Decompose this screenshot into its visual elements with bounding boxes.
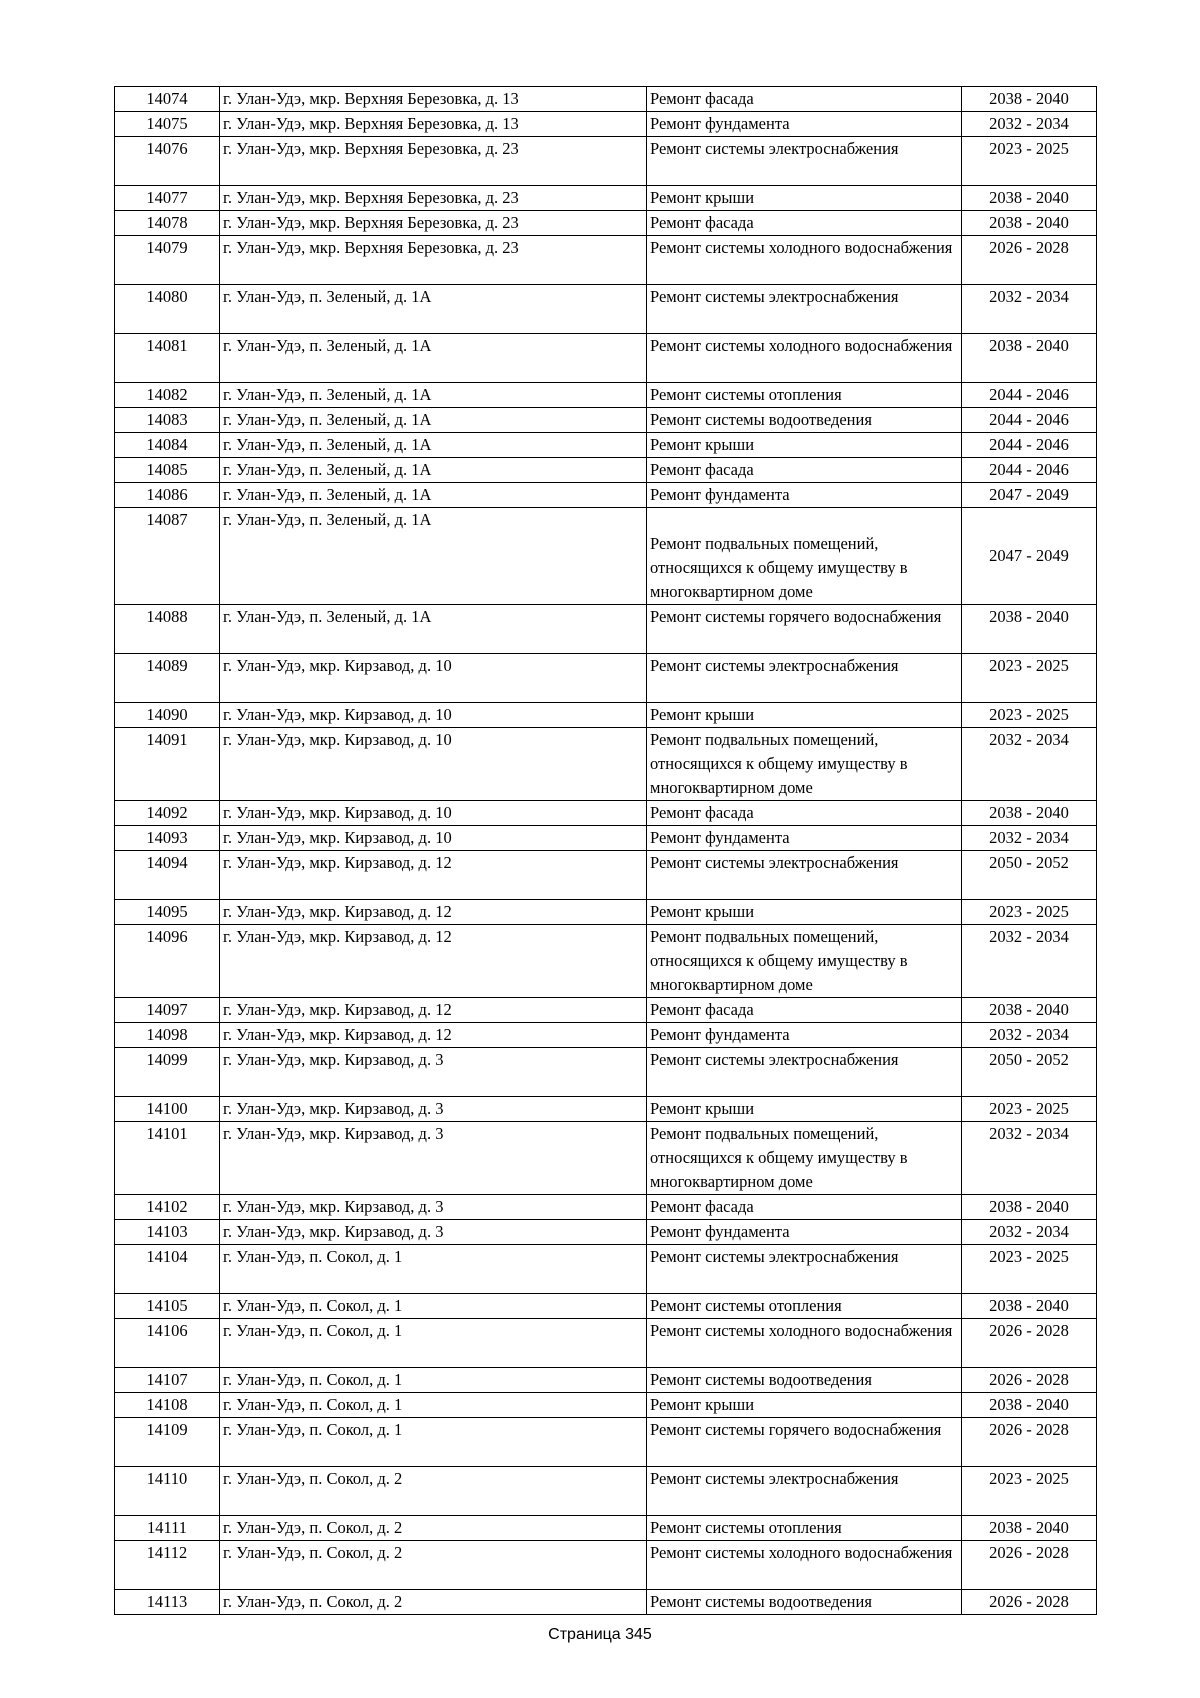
work-type-cell: Ремонт фасада <box>647 211 962 236</box>
address-cell: г. Улан-Удэ, мкр. Кирзавод, д. 12 <box>220 900 647 925</box>
table-row <box>115 1220 1097 1245</box>
work-type-cell: Ремонт системы водоотведения <box>647 1368 962 1393</box>
row-number-cell: 14084 <box>115 433 220 458</box>
address-cell: г. Улан-Удэ, п. Зеленый, д. 1А <box>220 458 647 483</box>
address-cell: г. Улан-Удэ, п. Зеленый, д. 1А <box>220 285 647 334</box>
work-type-cell: Ремонт подвальных помещений, относящихся к общему имуществу в многоквартирном доме <box>647 508 962 605</box>
row-number-cell: 14100 <box>115 1097 220 1122</box>
period-cell: 2038 - 2040 <box>962 334 1097 383</box>
row-number-cell: 14086 <box>115 483 220 508</box>
period-cell: 2050 - 2052 <box>962 1048 1097 1097</box>
period-cell: 2038 - 2040 <box>962 801 1097 826</box>
work-type-cell: Ремонт системы электроснабжения <box>647 137 962 186</box>
work-type-cell: Ремонт системы холодного водоснабжения <box>647 1541 962 1590</box>
table-body <box>115 87 1097 1615</box>
table-row <box>115 851 1097 900</box>
table-row <box>115 1122 1097 1195</box>
address-cell: г. Улан-Удэ, п. Сокол, д. 1 <box>220 1393 647 1418</box>
address-cell: г. Улан-Удэ, п. Сокол, д. 2 <box>220 1541 647 1590</box>
row-number-cell: 14107 <box>115 1368 220 1393</box>
table-row <box>115 483 1097 508</box>
row-number-cell: 14078 <box>115 211 220 236</box>
work-type-cell: Ремонт подвальных помещений, относящихся к общему имуществу в многоквартирном доме <box>647 1122 962 1195</box>
work-type-cell: Ремонт фундамента <box>647 826 962 851</box>
table-row <box>115 1516 1097 1541</box>
period-cell: 2038 - 2040 <box>962 1294 1097 1319</box>
row-number-cell: 14080 <box>115 285 220 334</box>
period-cell: 2023 - 2025 <box>962 137 1097 186</box>
period-cell: 2023 - 2025 <box>962 703 1097 728</box>
address-cell: г. Улан-Удэ, п. Сокол, д. 1 <box>220 1418 647 1467</box>
address-cell: г. Улан-Удэ, мкр. Кирзавод, д. 3 <box>220 1097 647 1122</box>
address-cell: г. Улан-Удэ, мкр. Кирзавод, д. 3 <box>220 1220 647 1245</box>
row-number-cell: 14097 <box>115 998 220 1023</box>
table-row <box>115 1541 1097 1590</box>
table-row <box>115 408 1097 433</box>
address-cell: г. Улан-Удэ, мкр. Кирзавод, д. 12 <box>220 998 647 1023</box>
row-number-cell: 14091 <box>115 728 220 801</box>
address-cell: г. Улан-Удэ, мкр. Верхняя Березовка, д. 13 <box>220 112 647 137</box>
table-row <box>115 703 1097 728</box>
work-type-cell: Ремонт системы холодного водоснабжения <box>647 334 962 383</box>
period-cell: 2038 - 2040 <box>962 605 1097 654</box>
period-cell: 2038 - 2040 <box>962 998 1097 1023</box>
period-cell: 2038 - 2040 <box>962 1516 1097 1541</box>
row-number-cell: 14079 <box>115 236 220 285</box>
address-cell: г. Улан-Удэ, п. Зеленый, д. 1А <box>220 334 647 383</box>
row-number-cell: 14077 <box>115 186 220 211</box>
address-cell: г. Улан-Удэ, мкр. Кирзавод, д. 10 <box>220 654 647 703</box>
address-cell: г. Улан-Удэ, мкр. Кирзавод, д. 3 <box>220 1048 647 1097</box>
table-row <box>115 508 1097 605</box>
table-row <box>115 1368 1097 1393</box>
address-cell: г. Улан-Удэ, мкр. Верхняя Березовка, д. 13 <box>220 87 647 112</box>
work-type-cell: Ремонт фасада <box>647 458 962 483</box>
period-cell: 2032 - 2034 <box>962 826 1097 851</box>
work-type-cell: Ремонт крыши <box>647 1097 962 1122</box>
table-row <box>115 236 1097 285</box>
work-type-cell: Ремонт системы водоотведения <box>647 1590 962 1615</box>
address-cell: г. Улан-Удэ, п. Зеленый, д. 1А <box>220 508 647 605</box>
row-number-cell: 14104 <box>115 1245 220 1294</box>
address-cell: г. Улан-Удэ, п. Зеленый, д. 1А <box>220 433 647 458</box>
row-number-cell: 14096 <box>115 925 220 998</box>
row-number-cell: 14099 <box>115 1048 220 1097</box>
work-type-cell: Ремонт системы холодного водоснабжения <box>647 1319 962 1368</box>
table-row <box>115 728 1097 801</box>
work-type-cell: Ремонт фасада <box>647 1195 962 1220</box>
table-row <box>115 900 1097 925</box>
row-number-cell: 14111 <box>115 1516 220 1541</box>
work-type-cell: Ремонт фасада <box>647 801 962 826</box>
address-cell: г. Улан-Удэ, п. Зеленый, д. 1А <box>220 483 647 508</box>
row-number-cell: 14113 <box>115 1590 220 1615</box>
row-number-cell: 14101 <box>115 1122 220 1195</box>
period-cell: 2047 - 2049 <box>962 483 1097 508</box>
table-row <box>115 826 1097 851</box>
table-row <box>115 1097 1097 1122</box>
row-number-cell: 14076 <box>115 137 220 186</box>
row-number-cell: 14082 <box>115 383 220 408</box>
work-type-cell: Ремонт системы водоотведения <box>647 408 962 433</box>
period-cell: 2038 - 2040 <box>962 87 1097 112</box>
work-type-cell: Ремонт системы электроснабжения <box>647 1245 962 1294</box>
table-row <box>115 1590 1097 1615</box>
address-cell: г. Улан-Удэ, мкр. Кирзавод, д. 12 <box>220 925 647 998</box>
work-type-cell: Ремонт фундамента <box>647 112 962 137</box>
row-number-cell: 14098 <box>115 1023 220 1048</box>
row-number-cell: 14081 <box>115 334 220 383</box>
row-number-cell: 14106 <box>115 1319 220 1368</box>
table-row <box>115 211 1097 236</box>
address-cell: г. Улан-Удэ, п. Зеленый, д. 1А <box>220 383 647 408</box>
table-row <box>115 137 1097 186</box>
address-cell: г. Улан-Удэ, мкр. Кирзавод, д. 10 <box>220 703 647 728</box>
work-type-cell: Ремонт системы электроснабжения <box>647 851 962 900</box>
address-cell: г. Улан-Удэ, мкр. Верхняя Березовка, д. 23 <box>220 137 647 186</box>
address-cell: г. Улан-Удэ, мкр. Кирзавод, д. 10 <box>220 826 647 851</box>
work-type-cell: Ремонт крыши <box>647 433 962 458</box>
row-number-cell: 14088 <box>115 605 220 654</box>
row-number-cell: 14108 <box>115 1393 220 1418</box>
period-cell: 2026 - 2028 <box>962 1590 1097 1615</box>
period-cell: 2032 - 2034 <box>962 285 1097 334</box>
row-number-cell: 14090 <box>115 703 220 728</box>
work-type-cell: Ремонт фундамента <box>647 1220 962 1245</box>
period-cell: 2032 - 2034 <box>962 925 1097 998</box>
table-row <box>115 1319 1097 1368</box>
row-number-cell: 14087 <box>115 508 220 605</box>
period-cell: 2023 - 2025 <box>962 1467 1097 1516</box>
address-cell: г. Улан-Удэ, мкр. Верхняя Березовка, д. 23 <box>220 236 647 285</box>
row-number-cell: 14093 <box>115 826 220 851</box>
period-cell: 2038 - 2040 <box>962 186 1097 211</box>
period-cell: 2026 - 2028 <box>962 236 1097 285</box>
table-row <box>115 1294 1097 1319</box>
period-cell: 2050 - 2052 <box>962 851 1097 900</box>
period-cell: 2038 - 2040 <box>962 1393 1097 1418</box>
page-number: Страница 345 <box>548 1626 652 1643</box>
row-number-cell: 14112 <box>115 1541 220 1590</box>
table-row <box>115 383 1097 408</box>
period-cell: 2032 - 2034 <box>962 1220 1097 1245</box>
period-cell: 2026 - 2028 <box>962 1368 1097 1393</box>
work-type-cell: Ремонт системы отопления <box>647 383 962 408</box>
period-cell: 2032 - 2034 <box>962 112 1097 137</box>
table-row <box>115 605 1097 654</box>
repair-schedule-table <box>114 86 1097 1615</box>
table-row <box>115 925 1097 998</box>
row-number-cell: 14074 <box>115 87 220 112</box>
address-cell: г. Улан-Удэ, п. Сокол, д. 2 <box>220 1516 647 1541</box>
address-cell: г. Улан-Удэ, п. Сокол, д. 1 <box>220 1319 647 1368</box>
table-row <box>115 334 1097 383</box>
period-cell: 2032 - 2034 <box>962 728 1097 801</box>
row-number-cell: 14075 <box>115 112 220 137</box>
table-row <box>115 1048 1097 1097</box>
address-cell: г. Улан-Удэ, мкр. Верхняя Березовка, д. 23 <box>220 186 647 211</box>
period-cell: 2026 - 2028 <box>962 1418 1097 1467</box>
table-row <box>115 801 1097 826</box>
work-type-cell: Ремонт фасада <box>647 87 962 112</box>
table-row <box>115 186 1097 211</box>
address-cell: г. Улан-Удэ, п. Сокол, д. 1 <box>220 1294 647 1319</box>
work-type-cell: Ремонт крыши <box>647 703 962 728</box>
period-cell: 2044 - 2046 <box>962 458 1097 483</box>
period-cell: 2023 - 2025 <box>962 1097 1097 1122</box>
work-type-cell: Ремонт крыши <box>647 1393 962 1418</box>
table-row <box>115 1245 1097 1294</box>
period-cell: 2023 - 2025 <box>962 1245 1097 1294</box>
address-cell: г. Улан-Удэ, п. Сокол, д. 2 <box>220 1590 647 1615</box>
work-type-cell: Ремонт фасада <box>647 998 962 1023</box>
period-cell: 2047 - 2049 <box>962 508 1097 605</box>
row-number-cell: 14092 <box>115 801 220 826</box>
work-type-cell: Ремонт системы электроснабжения <box>647 285 962 334</box>
row-number-cell: 14085 <box>115 458 220 483</box>
row-number-cell: 14094 <box>115 851 220 900</box>
table-row <box>115 1023 1097 1048</box>
address-cell: г. Улан-Удэ, мкр. Кирзавод, д. 10 <box>220 801 647 826</box>
address-cell: г. Улан-Удэ, мкр. Верхняя Березовка, д. 23 <box>220 211 647 236</box>
address-cell: г. Улан-Удэ, мкр. Кирзавод, д. 3 <box>220 1122 647 1195</box>
period-cell: 2026 - 2028 <box>962 1319 1097 1368</box>
table-row <box>115 285 1097 334</box>
period-cell: 2032 - 2034 <box>962 1122 1097 1195</box>
period-cell: 2044 - 2046 <box>962 433 1097 458</box>
work-type-cell: Ремонт системы горячего водоснабжения <box>647 605 962 654</box>
table-row <box>115 87 1097 112</box>
row-number-cell: 14089 <box>115 654 220 703</box>
work-type-cell: Ремонт системы электроснабжения <box>647 654 962 703</box>
work-type-cell: Ремонт системы отопления <box>647 1294 962 1319</box>
period-cell: 2044 - 2046 <box>962 408 1097 433</box>
work-type-cell: Ремонт системы электроснабжения <box>647 1048 962 1097</box>
work-type-cell: Ремонт крыши <box>647 900 962 925</box>
table-row <box>115 998 1097 1023</box>
row-number-cell: 14102 <box>115 1195 220 1220</box>
work-type-cell: Ремонт системы электроснабжения <box>647 1467 962 1516</box>
work-type-cell: Ремонт системы холодного водоснабжения <box>647 236 962 285</box>
period-cell: 2038 - 2040 <box>962 1195 1097 1220</box>
address-cell: г. Улан-Удэ, п. Сокол, д. 1 <box>220 1245 647 1294</box>
table-row <box>115 1418 1097 1467</box>
address-cell: г. Улан-Удэ, мкр. Кирзавод, д. 12 <box>220 851 647 900</box>
address-cell: г. Улан-Удэ, п. Сокол, д. 1 <box>220 1368 647 1393</box>
table-row <box>115 433 1097 458</box>
period-cell: 2023 - 2025 <box>962 654 1097 703</box>
work-type-cell: Ремонт крыши <box>647 186 962 211</box>
address-cell: г. Улан-Удэ, п. Сокол, д. 2 <box>220 1467 647 1516</box>
row-number-cell: 14109 <box>115 1418 220 1467</box>
address-cell: г. Улан-Удэ, мкр. Кирзавод, д. 3 <box>220 1195 647 1220</box>
address-cell: г. Улан-Удэ, мкр. Кирзавод, д. 10 <box>220 728 647 801</box>
address-cell: г. Улан-Удэ, п. Зеленый, д. 1А <box>220 605 647 654</box>
work-type-cell: Ремонт фундамента <box>647 483 962 508</box>
period-cell: 2023 - 2025 <box>962 900 1097 925</box>
address-cell: г. Улан-Удэ, п. Зеленый, д. 1А <box>220 408 647 433</box>
work-type-cell: Ремонт фундамента <box>647 1023 962 1048</box>
table-row <box>115 112 1097 137</box>
work-type-cell: Ремонт системы отопления <box>647 1516 962 1541</box>
row-number-cell: 14105 <box>115 1294 220 1319</box>
table-row <box>115 1393 1097 1418</box>
period-cell: 2038 - 2040 <box>962 211 1097 236</box>
period-cell: 2026 - 2028 <box>962 1541 1097 1590</box>
period-cell: 2032 - 2034 <box>962 1023 1097 1048</box>
table-row <box>115 458 1097 483</box>
work-type-cell: Ремонт подвальных помещений, относящихся к общему имуществу в многоквартирном доме <box>647 925 962 998</box>
table-row <box>115 1195 1097 1220</box>
table-row <box>115 1467 1097 1516</box>
period-cell: 2044 - 2046 <box>962 383 1097 408</box>
row-number-cell: 14103 <box>115 1220 220 1245</box>
row-number-cell: 14110 <box>115 1467 220 1516</box>
address-cell: г. Улан-Удэ, мкр. Кирзавод, д. 12 <box>220 1023 647 1048</box>
table-row <box>115 654 1097 703</box>
work-type-cell: Ремонт подвальных помещений, относящихся к общему имуществу в многоквартирном доме <box>647 728 962 801</box>
row-number-cell: 14083 <box>115 408 220 433</box>
row-number-cell: 14095 <box>115 900 220 925</box>
work-type-cell: Ремонт системы горячего водоснабжения <box>647 1418 962 1467</box>
